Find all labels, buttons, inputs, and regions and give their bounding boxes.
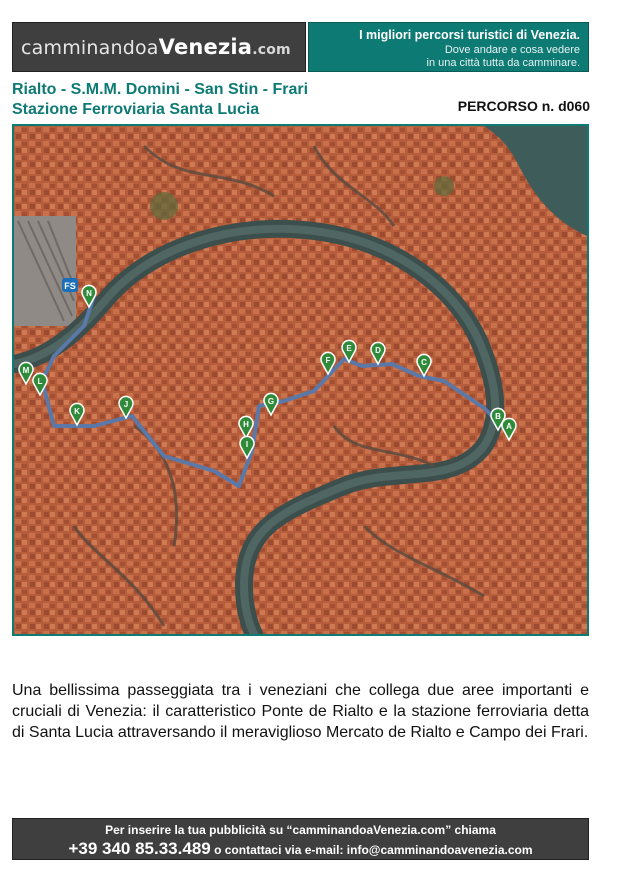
logo-panel <box>12 22 306 72</box>
route-marker-label: F <box>325 356 331 365</box>
logo-brand: Venezia <box>158 35 253 59</box>
route-title-line2: Stazione Ferroviaria Santa Lucia <box>12 101 260 118</box>
station-label: FS <box>64 281 76 291</box>
route-map[interactable] <box>12 124 589 636</box>
map-svg <box>14 126 587 634</box>
route-code: PERCORSO n. d060 <box>457 98 590 114</box>
route-marker-label: E <box>346 344 352 353</box>
subtagline-2: in una città tutta da camminare. <box>426 57 580 69</box>
subtagline-1: Dove andare e cosa vedere <box>444 44 580 56</box>
route-marker-label: D <box>375 346 381 355</box>
ad-footer <box>12 818 589 860</box>
phone-number[interactable]: +39 340 85.33.489 <box>68 839 211 858</box>
route-marker-label: G <box>267 397 275 406</box>
route-marker-label: A <box>506 422 512 431</box>
footer-line1: Per inserire la tua pubblicità su “camminandoaVenezia.com” chiama <box>105 823 496 837</box>
route-marker-label: N <box>86 289 92 298</box>
route-description: Una bellissima passeggiata tra i veneziani che collega due aree importanti e cruciali di Venezia: il caratteristico Ponte de Rialto e la stazione ferroviaria detta di Santa Lucia attraversando il meraviglioso Mercato de Rialto e Campo dei Frari. <box>12 682 589 741</box>
route-marker-label: I <box>245 440 249 449</box>
logo-suffix: .com <box>252 42 291 58</box>
route-marker-label: J <box>123 400 129 409</box>
route-marker-label: C <box>421 358 427 367</box>
email-link[interactable]: info@camminandoavenezia.com <box>346 843 533 857</box>
footer-line2: +39 340 85.33.489 o contattaci via e-mail: info@camminandoavenezia.com <box>68 839 533 858</box>
site-logo[interactable] <box>21 35 291 59</box>
route-title-line1: Rialto - S.M.M. Domini - San Stin - Frari <box>12 81 309 98</box>
tagline-panel <box>308 22 589 72</box>
route-marker-label: M <box>22 366 30 375</box>
route-marker-label: H <box>243 420 249 429</box>
tagline: I migliori percorsi turistici di Venezia. <box>359 28 580 42</box>
route-marker-label: K <box>74 407 80 416</box>
route-title <box>12 80 308 120</box>
logo-prefix: camminandoa <box>21 37 159 59</box>
route-marker-label: B <box>495 412 501 421</box>
route-marker-label: L <box>37 377 43 386</box>
station-badge[interactable] <box>62 278 78 292</box>
